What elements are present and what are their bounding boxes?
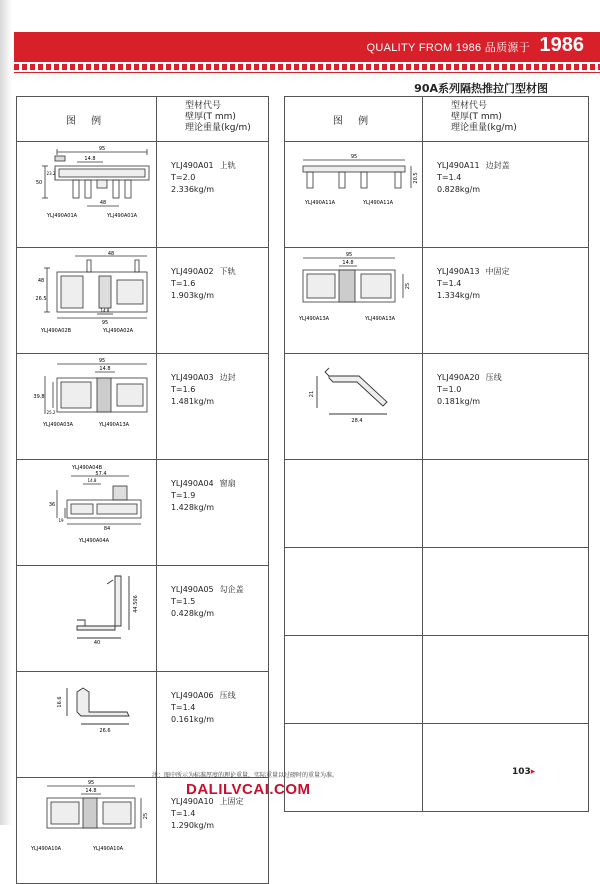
profile-info [157,354,269,460]
profile-info [423,248,589,354]
dimension-label: 14.8 [342,260,354,266]
profile-thickness: T=1.5 [171,597,196,606]
dimension-label: 50 [35,180,43,186]
profile-weight: 1.290kg/m [171,821,215,830]
profile-code: YLJ490A03 [171,373,214,382]
banner-text: QUALITY FROM 1986 品质源于 [366,42,530,54]
profile-info [157,248,269,354]
decorative-line [14,72,600,73]
dimension-label: 25.2 [46,410,56,415]
table-row [285,354,589,460]
table-row-empty [285,548,589,636]
profile-code: YLJ490A04 [171,479,214,488]
series-title: 90A系列隔热推拉门型材图 [414,82,548,95]
dimension-label: 84 [103,526,111,532]
profile-weight: 0.161kg/m [171,715,215,724]
part-label: YLJ490A02B [41,328,72,334]
part-label: YLJ490A04B [72,465,103,471]
profile-drawing-a03 [17,354,157,460]
profile-weight: 1.428kg/m [171,503,215,512]
profile-code: YLJ490A06 [171,691,214,700]
profile-diagram [17,778,157,865]
profile-thickness: T=1.9 [171,491,196,500]
profile-thickness: T=1.0 [437,385,462,394]
table-row-empty [285,460,589,548]
table-row [285,142,589,248]
profile-diagram [285,142,423,229]
profile-code: YLJ490A01 [171,161,214,170]
profile-weight: 1.334kg/m [437,291,481,300]
footnote: 注：图中所示为标准厚度的理论重量，实际重量以过磅时的重量为准。 [152,772,339,779]
part-label: YLJ490A10A [93,846,124,852]
dimension-label: 28.4 [351,418,363,424]
part-label: YLJ490A13A [365,316,396,322]
dimension-label: 48 [99,200,107,206]
dimension-label: 20.5 [413,172,419,184]
profile-name: 边封盖 [485,161,510,170]
empty-cell [285,724,423,812]
table-row [17,566,269,672]
profile-weight: 0.428kg/m [171,609,215,618]
dimension-label: 95 [345,252,353,258]
empty-cell [423,460,589,548]
table-row [17,460,269,566]
part-label: YLJ490A01A [107,213,138,219]
profile-code: YLJ490A11 [437,161,480,170]
profile-drawing-a11 [285,142,423,248]
dimension-label: 25 [143,812,149,820]
profile-info [423,142,589,248]
header-drawing: 图 例 [285,97,423,142]
dimension-label: 19 [58,518,64,523]
header-code-label: 型材代号 [451,101,488,111]
dimension-label: 57.4 [95,471,107,477]
profile-diagram [17,672,157,759]
header-banner [14,32,600,62]
page-marker-icon: ▸ [530,767,536,777]
decorative-border [14,64,600,70]
profile-info [423,354,589,460]
profile-drawing-a13 [285,248,423,354]
profile-thickness: T=2.0 [171,173,196,182]
profile-name: 上轨 [219,161,236,170]
part-label: YLJ490A02A [103,328,134,334]
dimension-label: 95 [98,358,106,364]
profile-code: YLJ490A02 [171,267,214,276]
banner-year: 1986 [539,34,584,56]
dimension-label: 44.506 [133,595,139,613]
dimension-label: 48 [37,278,45,284]
profile-info [157,460,269,566]
header-code-label: 型材代号 [185,101,222,111]
profile-diagram [17,354,157,441]
table-row [17,142,269,248]
profile-name: 边封 [219,373,236,382]
dimension-label: 26.6 [99,728,111,734]
profile-drawing-a20 [285,354,423,460]
dimension-label: 14.8 [99,366,111,372]
dimension-label: 14.8 [100,308,110,313]
header-info [157,97,269,142]
profile-code: YLJ490A20 [437,373,480,382]
empty-cell [423,636,589,724]
empty-cell [423,548,589,636]
table-row [17,354,269,460]
part-label: YLJ490A03A [43,422,74,428]
profile-info [157,672,269,778]
profile-diagram [17,248,157,335]
page-number [512,767,535,777]
dimension-label: 95 [98,146,106,152]
profile-drawing-a10 [17,778,157,884]
profile-weight: 1.481kg/m [171,397,215,406]
part-label: YLJ490A01A [47,213,78,219]
header-weight-label: 理论重量(kg/m) [451,123,517,133]
profile-thickness: T=1.4 [437,279,462,288]
part-label: YLJ490A11A [305,200,336,206]
profile-thickness: T=1.6 [171,385,196,394]
empty-cell [423,724,589,812]
table-header [285,97,589,142]
profile-drawing-a06 [17,672,157,778]
profile-drawing-a02 [17,248,157,354]
profile-diagram [285,248,423,335]
table-row-empty [285,724,589,812]
profile-diagram [285,354,423,441]
left-spec-table [16,96,269,884]
profile-drawing-a05 [17,566,157,672]
profile-weight: 0.828kg/m [437,185,481,194]
profile-code: YLJ490A10 [171,797,214,806]
dimension-label: 16.6 [57,696,63,708]
profile-diagram [17,566,157,653]
profile-name: 压线 [219,691,236,700]
table-row [17,672,269,778]
part-label: YLJ490A13A [99,422,130,428]
page-edge-shadow [0,0,12,825]
profile-info [157,142,269,248]
profile-drawing-a04 [17,460,157,566]
page-number-text: 103 [512,767,531,777]
profile-thickness: T=1.4 [437,173,462,182]
dimension-label: 40 [93,640,101,646]
profile-name: 下轨 [219,267,236,276]
profile-weight: 2.336kg/m [171,185,215,194]
header-info [423,97,589,142]
dimension-label: 21 [309,390,315,398]
profile-name: 中固定 [485,267,510,276]
profile-drawing-a01 [17,142,157,248]
dimension-label: 39.8 [33,394,45,400]
empty-cell [285,460,423,548]
table-row-empty [285,636,589,724]
profile-code: YLJ490A05 [171,585,214,594]
profile-weight: 0.181kg/m [437,397,481,406]
profile-thickness: T=1.6 [171,279,196,288]
profile-info [157,566,269,672]
watermark: DALILVCAI.COM [186,781,311,798]
dimension-label: 14.8 [84,156,96,162]
table-header [17,97,269,142]
dimension-label: 25 [405,282,411,290]
part-label: YLJ490A11A [363,200,394,206]
dimension-label: 23.2 [46,171,56,176]
profile-name: 勾企盖 [219,585,244,594]
dimension-label: 95 [350,154,358,160]
right-spec-table [284,96,589,812]
part-label: YLJ490A04A [79,538,110,544]
table-row [17,248,269,354]
dimension-label: 26.5 [35,296,47,302]
profile-name: 窗扇 [219,479,236,488]
profile-thickness: T=1.4 [171,703,196,712]
part-label: YLJ490A10A [31,846,62,852]
header-weight-label: 理论重量(kg/m) [185,123,251,133]
dimension-label: 14.8 [87,478,97,483]
profile-name: 压线 [485,373,502,382]
empty-cell [285,548,423,636]
profile-diagram [17,142,157,229]
table-row [285,248,589,354]
empty-cell [285,636,423,724]
profile-thickness: T=1.4 [171,809,196,818]
dimension-label: 95 [101,320,109,326]
profile-diagram [17,460,157,547]
header-thickness-label: 壁厚(T mm) [185,112,236,122]
profile-code: YLJ490A13 [437,267,480,276]
header-thickness-label: 壁厚(T mm) [451,112,502,122]
dimension-label: 14.8 [85,788,97,794]
part-label: YLJ490A13A [299,316,330,322]
dimension-label: 95 [87,780,95,786]
profile-weight: 1.903kg/m [171,291,215,300]
profile-name: 上固定 [219,797,244,806]
header-drawing: 图 例 [17,97,157,142]
dimension-label: 48 [107,251,115,257]
dimension-label: 36 [48,502,56,508]
